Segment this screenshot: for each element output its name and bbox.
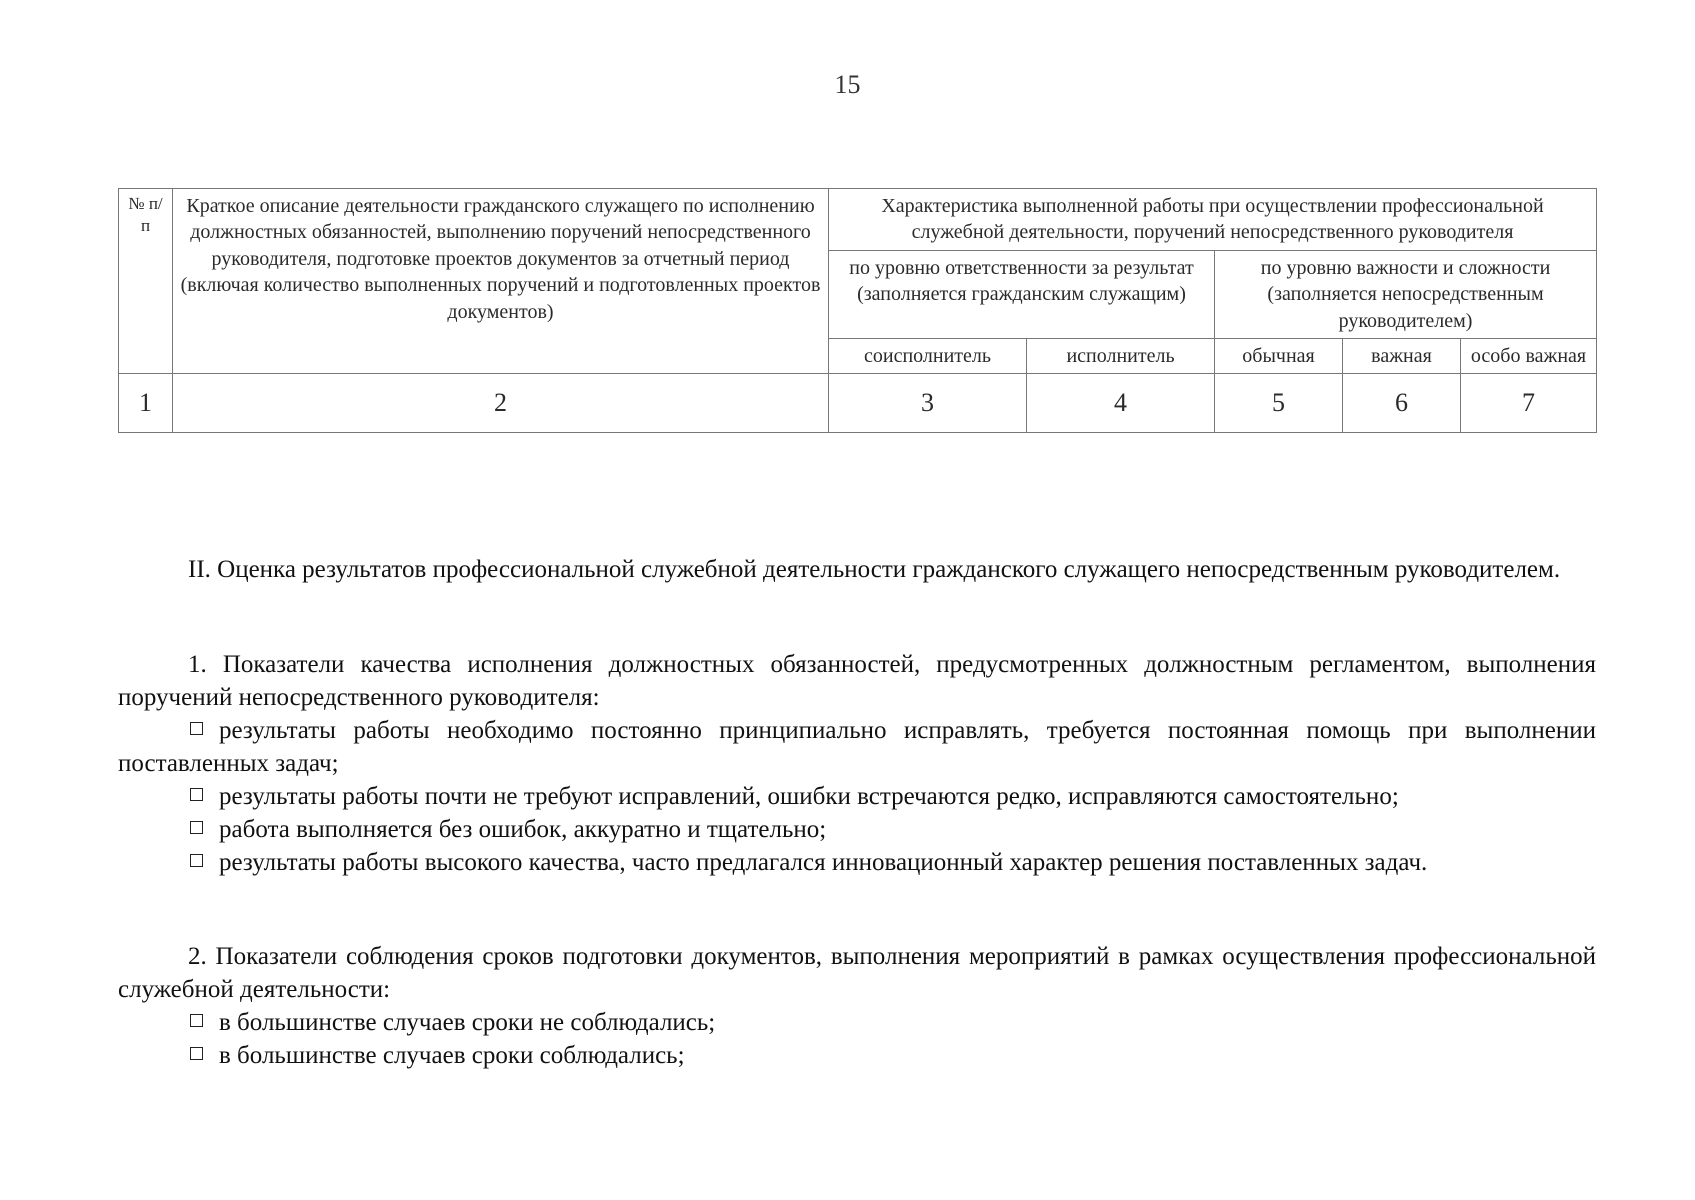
- header-importance: по уровню важности и сложности (заполняется непосредственным руководителем): [1215, 250, 1597, 338]
- column-number: 5: [1215, 374, 1343, 433]
- column-number: 3: [829, 374, 1027, 433]
- header-executor: исполнитель: [1027, 338, 1215, 373]
- item1-option[interactable]: работа выполняется без ошибок, аккуратно и тщательно;: [118, 813, 1596, 846]
- header-coexecutor: соисполнитель: [829, 338, 1027, 373]
- assessment-table: [118, 188, 1597, 433]
- page-number: 15: [834, 70, 861, 99]
- column-number: 6: [1343, 374, 1461, 433]
- item1-block: [118, 648, 1596, 879]
- item2-option[interactable]: в большинстве случаев сроки соблюдались;: [118, 1039, 1596, 1072]
- header-characteristic: Характеристика выполненной работы при осуществлении профессиональной служебной деятельности, поручений непосредственного руководителя: [829, 189, 1597, 251]
- item2-title: 2. Показатели соблюдения сроков подготовки документов, выполнения мероприятий в рамках осуществления профессиональной служебной деятельности:: [118, 943, 1596, 1003]
- item1-option[interactable]: результаты работы почти не требуют исправлений, ошибки встречаются редко, исправляются самостоятельно;: [118, 780, 1596, 813]
- header-number: № п/п: [119, 189, 173, 374]
- column-number: 1: [119, 374, 173, 433]
- checkbox-icon[interactable]: [190, 854, 203, 867]
- checkbox-icon[interactable]: [190, 788, 203, 801]
- checkbox-icon[interactable]: [190, 821, 203, 834]
- checkbox-icon[interactable]: [190, 1047, 203, 1060]
- item1-option[interactable]: результаты работы высокого качества, часто предлагался инновационный характер решения поставленных задач.: [118, 846, 1596, 879]
- header-especially-important: особо важная: [1461, 338, 1597, 373]
- item2-block: [118, 940, 1596, 1072]
- item1-title: 1. Показатели качества исполнения должностных обязанностей, предусмотренных должностным регламентом, выполнения поручений непосредственного руководителя:: [118, 651, 1596, 711]
- section-heading: II. Оценка результатов профессиональной служебной деятельности гражданского служащего непосредственным руководителем.: [188, 556, 1561, 583]
- column-number: 2: [173, 374, 829, 433]
- column-number: 7: [1461, 374, 1597, 433]
- column-number: 4: [1027, 374, 1215, 433]
- header-responsibility: по уровню ответственности за результат (заполняется гражданским служащим): [829, 250, 1215, 338]
- header-description: Краткое описание деятельности гражданского служащего по исполнению должностных обязанностей, выполнению поручений непосредственного руководителя, подготовке проектов документов за отчетный период (включая количество выполненных поручений и подготовленных проектов документов): [173, 189, 829, 374]
- header-important: важная: [1343, 338, 1461, 373]
- section-heading-block: [118, 553, 1596, 586]
- checkbox-icon[interactable]: [190, 722, 203, 735]
- checkbox-icon[interactable]: [190, 1014, 203, 1027]
- header-ordinary: обычная: [1215, 338, 1343, 373]
- item1-option[interactable]: результаты работы необходимо постоянно принципиально исправлять, требуется постоянная помощь при выполнении поставленных задач;: [118, 717, 1596, 777]
- item2-option[interactable]: в большинстве случаев сроки не соблюдались;: [118, 1006, 1596, 1039]
